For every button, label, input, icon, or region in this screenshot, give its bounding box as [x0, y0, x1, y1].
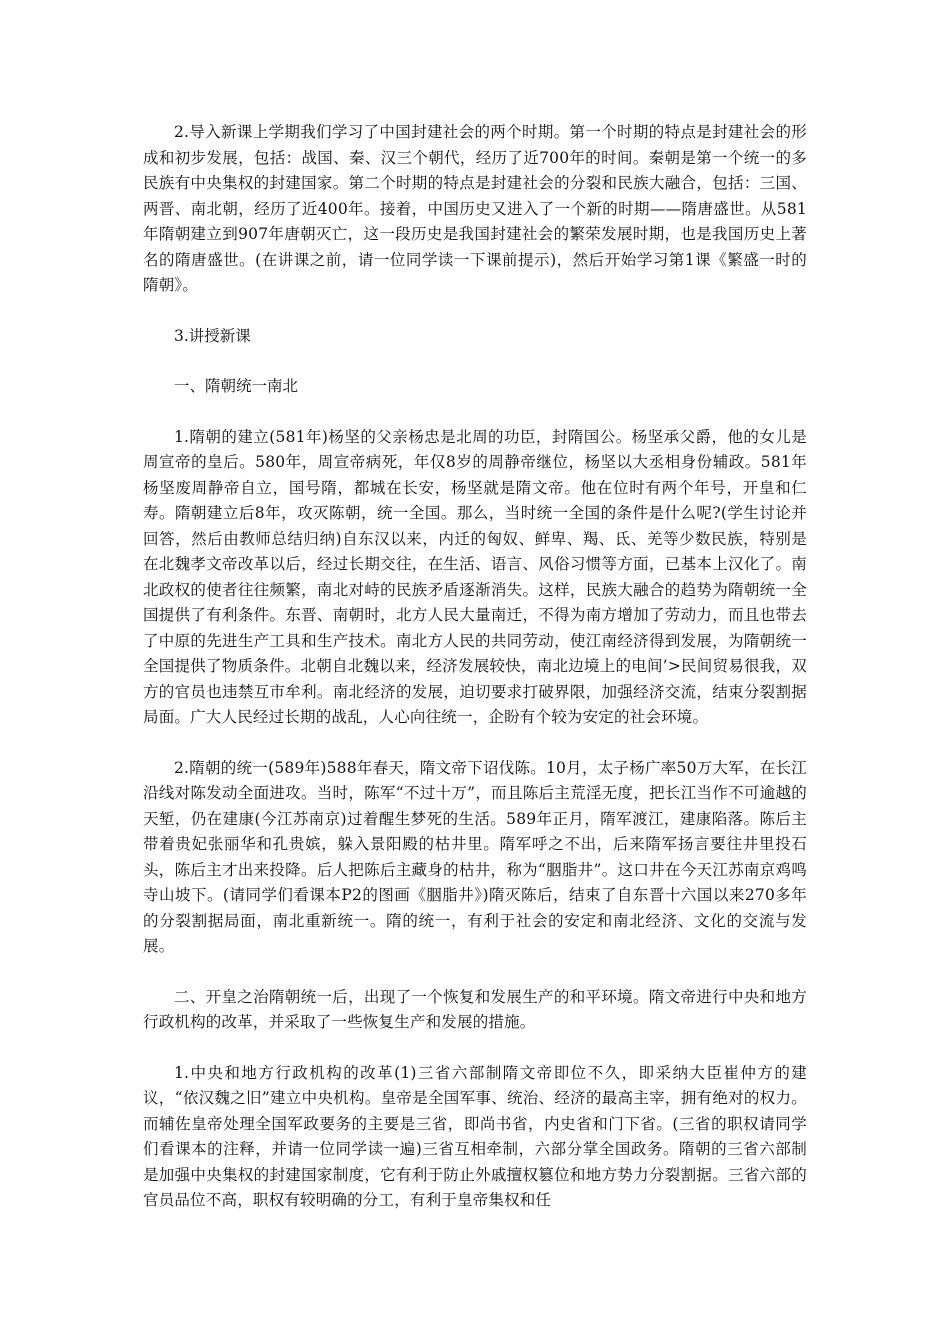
- heading-teach-new-lesson: 3.讲授新课: [174, 326, 251, 345]
- paragraph-intro: 2.导入新课上学期我们学习了中国封建社会的两个时期。第一个时期的特点是封建社会的形成和初步发展，包括：战国、秦、汉三个朝代，经历了近700年的时间。秦朝是第一个统一的多民族有中央集权的封建国家。第二个时期的特点是封建社会的分裂和民族大融合，包括：三国、两晋、南北朝，经历了近400年。接着，中国历史又进入了一个新的时期——隋唐盛世。从581年隋朝建立到907年唐朝灭亡，这一段历史是我国封建社会的繁荣发展时期，也是我国历史上著名的隋唐盛世。(在讲课之前，请一位同学读一下课前提示)，然后开始学习第1课《繁盛一时的隋朝》。: [143, 123, 807, 294]
- paragraph-sui-unification: 2.隋朝的统一(589年)588年春天，隋文帝下诏伐陈。10月，太子杨广率50万大军，在长江沿线对陈发动全面进攻。当时，陈军“不过十万”，而且陈后主荒淫无度，把长江当作不可逾越的天堑，仍在建康(今江苏南京)过着醒生梦死的生活。589年正月，隋军渡江，建康陷落。陈后主带着贵妃张丽华和孔贵嫔，躲入景阳殿的枯井里。隋军呼之不出，后来隋军扬言要往井里投石头，陈后主才出来投降。后人把陈后主藏身的枯井，称为“胭脂井”。这口井在今天江苏南京鸡鸣寺山坡下。(请同学们看课本P2的图画《胭脂井》)隋灭陈后，结束了自东晋十六国以来270多年的分裂割据局面，南北重新统一。隋的统一，有利于社会的安定和南北经济、文化的交流与发展。: [143, 758, 807, 955]
- paragraph-admin-reform: 1.中央和地方行政机构的改革(1)三省六部制隋文帝即位不久，即采纳大臣崔仲方的建议，“依汉魏之旧”建立中央机构。皇帝是全国军事、统治、经济的最高主宰，拥有绝对的权力。而辅佐皇帝处理全国军政要务的主要是三省，即尚书省，内史省和门下省。(三省的职权请同学们看课本的注释，并请一位同学读一遍)三省互相牵制，六部分掌全国政务。隋朝的三省六部制是加强中央集权的封建国家制度，它有利于防止外戚擅权篡位和地方势力分裂割据。三省六部的官员品位不高，职权有较明确的分工，有利于皇帝集权和任: [143, 1063, 807, 1209]
- heading-section-one: 一、隋朝统一南北: [174, 377, 299, 395]
- paragraph-sui-founding: 1.隋朝的建立(581年)杨坚的父亲杨忠是北周的功臣，封隋国公。杨坚承父爵，他的女儿是周宣帝的皇后。580年，周宣帝病死，年仅8岁的周静帝继位，杨坚以大丞相身份辅政。581年杨坚废周静帝自立，国号隋，都城在长安，杨坚就是隋文帝。他在位时有两个年号，开皇和仁寿。隋朝建立后8年，攻灭陈朝，统一全国。那么，当时统一全国的条件是什么呢?(学生讨论并回答，然后由教师总结归纳)自东汉以来，内迁的匈奴、鲜卑、羯、氐、羌等少数民族，特别是在北魏孝文帝改革以后，经过长期交往，在生活、语言、风俗习惯等方面，已基本上汉化了。南北政权的使者往往频繁，南北对峙的民族矛盾逐渐消失。这样，民族大融合的趋势为隋朝统一全国提供了有利条件。东晋、南朝时，北方人民大量南迁，不得为南方增加了劳动力，而且也带去了中原的先进生产工具和生产技术。南北方人民的共同劳动，使江南经济得到发展，为隋朝统一全国提供了物质条件。北朝自北魏以来，经济发展较快，南北边境上的电间’>民间贸易很我，双方的官员也违禁互市牟利。南北经济的发展，迫切要求打破界限，加强经济交流，结束分裂割据局面。广大人民经过长期的战乱，人心向往统一，企盼有个较为安定的社会环境。: [143, 427, 807, 726]
- document-body: [143, 120, 807, 1239]
- paragraph-kaihuang: 二、开皇之治隋朝统一后，出现了一个恢复和发展生产的和平环境。隋文帝进行中央和地方行政机构的改革，并采取了一些恢复生产和发展的措施。: [143, 987, 807, 1031]
